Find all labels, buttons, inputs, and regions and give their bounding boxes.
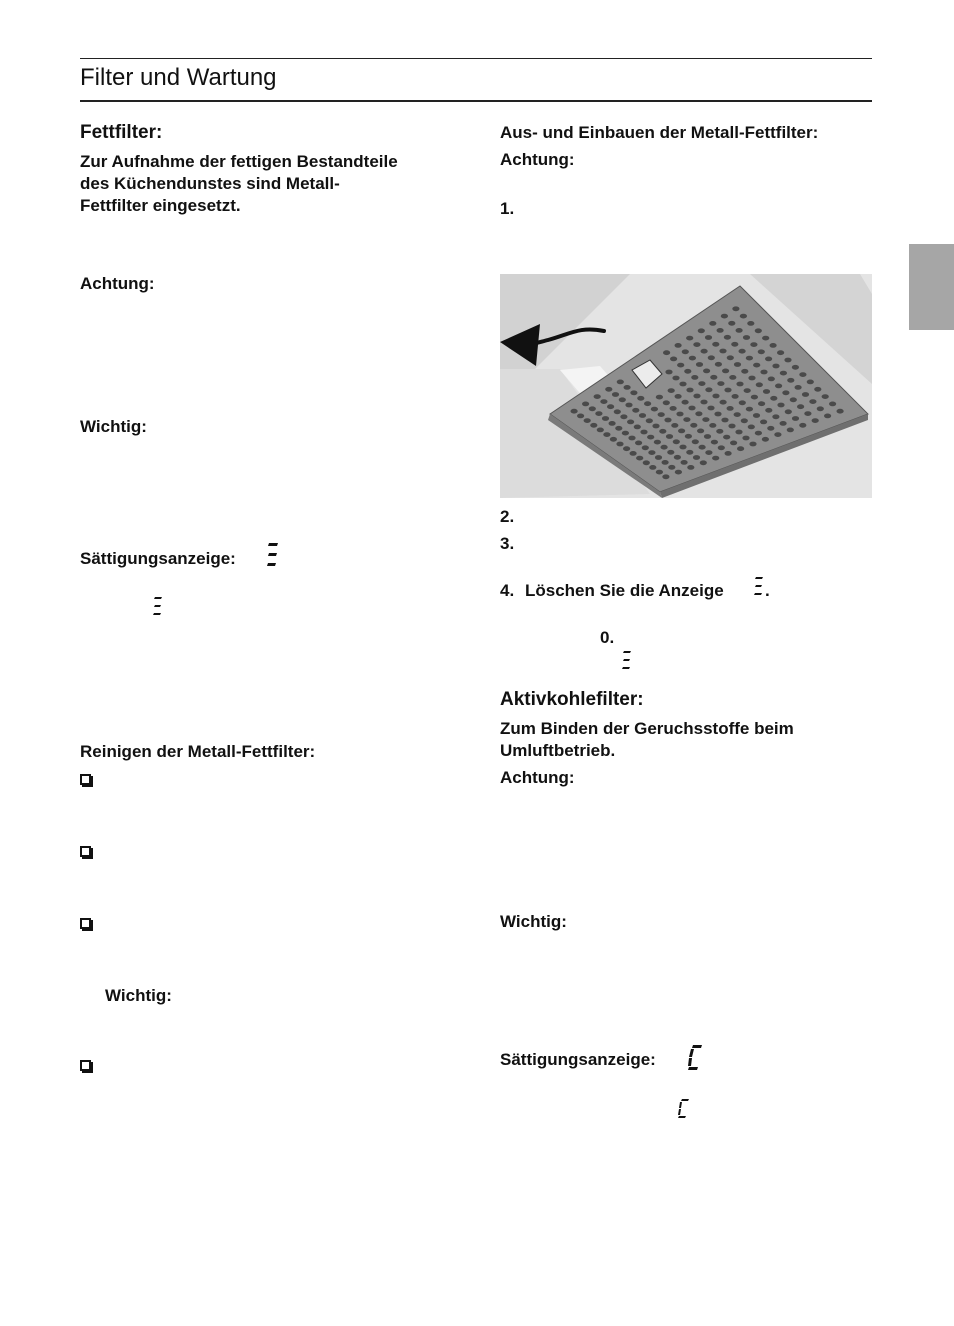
filter-hole bbox=[775, 384, 782, 389]
filter-hole bbox=[790, 397, 797, 402]
filter-hole bbox=[748, 376, 755, 381]
filter-hole bbox=[634, 425, 641, 430]
filter-hole bbox=[682, 349, 689, 354]
filter-hole bbox=[622, 431, 629, 436]
right-saettigung-label: Sättigungsanzeige: bbox=[500, 1050, 656, 1069]
filter-hole bbox=[739, 349, 746, 354]
filter-hole bbox=[730, 441, 737, 446]
filter-hole bbox=[742, 436, 749, 441]
filter-hole bbox=[662, 474, 669, 479]
filter-hole bbox=[709, 423, 716, 428]
filter-hole bbox=[612, 392, 619, 397]
filter-hole bbox=[655, 455, 662, 460]
filter-hole bbox=[765, 357, 772, 362]
filter-hole bbox=[670, 357, 677, 362]
filter-hole bbox=[605, 387, 612, 392]
filter-hole bbox=[739, 400, 746, 405]
filter-hole bbox=[710, 375, 717, 380]
fettfilter-heading: Fettfilter: bbox=[80, 122, 163, 143]
filter-hole bbox=[787, 428, 794, 433]
filter-hole bbox=[703, 369, 710, 374]
filter-hole bbox=[829, 402, 836, 407]
filter-hole bbox=[780, 371, 787, 376]
filter-hole bbox=[802, 392, 809, 397]
left-wichtig-indented: Wichtig: bbox=[105, 986, 172, 1005]
filter-hole bbox=[640, 430, 647, 435]
filter-hole bbox=[679, 382, 686, 387]
fettfilter-line-3: Fettfilter eingesetzt. bbox=[80, 196, 241, 215]
filter-hole bbox=[659, 429, 666, 434]
filter-hole bbox=[817, 406, 824, 411]
reinigen-heading: Reinigen der Metall-Fettfilter: bbox=[80, 742, 316, 761]
filter-hole bbox=[768, 377, 775, 382]
filter-hole bbox=[724, 335, 731, 340]
filter-hole bbox=[724, 388, 731, 393]
filter-hole bbox=[666, 434, 673, 439]
filter-hole bbox=[658, 412, 665, 417]
filter-hole bbox=[684, 369, 691, 374]
filter-hole bbox=[731, 342, 738, 347]
filter-hole bbox=[664, 418, 671, 423]
filter-hole bbox=[617, 380, 624, 385]
filter-hole bbox=[644, 401, 651, 406]
filter-hole bbox=[728, 424, 735, 429]
filter-hole bbox=[649, 465, 656, 470]
segment-display-c-icon bbox=[687, 1043, 703, 1071]
filter-hole bbox=[777, 350, 784, 355]
filter-hole bbox=[616, 442, 623, 447]
filter-hole bbox=[772, 414, 779, 419]
left-wichtig-label: Wichtig: bbox=[80, 417, 147, 436]
filter-hole bbox=[690, 423, 697, 428]
filter-hole bbox=[744, 388, 751, 393]
filter-hole bbox=[689, 356, 696, 361]
filter-hole bbox=[646, 418, 653, 423]
filter-hole bbox=[590, 423, 597, 428]
right-achtung-2-label: Achtung: bbox=[500, 768, 575, 787]
checkbox-square-icon-4 bbox=[80, 1060, 91, 1071]
aktivkohle-line-2: Umluftbetrieb. bbox=[500, 741, 616, 760]
filter-hole bbox=[765, 408, 772, 413]
filter-hole bbox=[721, 314, 728, 319]
filter-hole bbox=[609, 421, 616, 426]
filter-hole bbox=[751, 395, 758, 400]
ausbauen-heading: Aus- und Einbauen der Metall-Fettfilter: bbox=[500, 123, 819, 142]
filter-hole bbox=[615, 426, 622, 431]
step-4-text: Löschen Sie die Anzeige bbox=[525, 581, 724, 600]
segment-display-three-bars-icon bbox=[266, 541, 280, 569]
filter-hole bbox=[630, 390, 637, 395]
filter-hole bbox=[767, 426, 774, 431]
page-title: Filter und Wartung bbox=[80, 64, 277, 91]
filter-hole bbox=[632, 408, 639, 413]
filter-hole bbox=[741, 369, 748, 374]
segment-display-three-bars-icon-inline bbox=[753, 575, 765, 597]
filter-hole bbox=[602, 416, 609, 421]
filter-hole bbox=[814, 387, 821, 392]
filter-hole bbox=[628, 436, 635, 441]
aktivkohle-line-1: Zum Binden der Geruchsstoffe beim bbox=[500, 719, 794, 738]
filter-hole bbox=[782, 390, 789, 395]
step-2-number: 2. bbox=[500, 507, 515, 526]
filter-hole bbox=[662, 460, 669, 465]
filter-hole bbox=[760, 370, 767, 375]
filter-hole bbox=[716, 429, 723, 434]
filter-hole bbox=[696, 362, 703, 367]
step-4-period: . bbox=[765, 581, 770, 600]
filter-hole bbox=[837, 409, 844, 414]
filter-hole bbox=[699, 445, 706, 450]
checkbox-square-icon-2 bbox=[80, 846, 91, 857]
filter-hole bbox=[727, 406, 734, 411]
filter-hole bbox=[708, 355, 715, 360]
filter-hole bbox=[780, 421, 787, 426]
filter-hole bbox=[807, 380, 814, 385]
filter-hole bbox=[639, 413, 646, 418]
filter-hole bbox=[722, 369, 729, 374]
filter-hole bbox=[678, 429, 685, 434]
right-achtung-label: Achtung: bbox=[500, 150, 575, 169]
filter-hole bbox=[707, 406, 714, 411]
filter-hole bbox=[675, 394, 682, 399]
filter-hole bbox=[665, 370, 672, 375]
step-1-number: 1. bbox=[500, 199, 515, 218]
filter-hole bbox=[721, 418, 728, 423]
filter-hole bbox=[714, 412, 721, 417]
filter-hole bbox=[763, 389, 770, 394]
filter-hole bbox=[740, 314, 747, 319]
filter-hole bbox=[656, 395, 663, 400]
filter-hole bbox=[672, 376, 679, 381]
filter-hole bbox=[712, 342, 719, 347]
checkbox-square-icon-3 bbox=[80, 918, 91, 929]
filter-hole bbox=[693, 455, 700, 460]
filter-hole bbox=[792, 416, 799, 421]
filter-hole bbox=[623, 446, 630, 451]
filter-hole bbox=[677, 363, 684, 368]
filter-hole bbox=[670, 406, 677, 411]
filter-hole bbox=[727, 355, 734, 360]
filter-hole bbox=[654, 440, 661, 445]
filter-hole bbox=[728, 321, 735, 326]
filter-hole bbox=[642, 445, 649, 450]
filter-hole bbox=[762, 336, 769, 341]
title-underline bbox=[80, 100, 872, 102]
fettfilter-line-2: des Küchendunstes sind Metall- bbox=[80, 174, 340, 193]
filter-hole bbox=[712, 394, 719, 399]
filter-hole bbox=[698, 328, 705, 333]
filter-hole bbox=[681, 460, 688, 465]
right-wichtig-label: Wichtig: bbox=[500, 912, 567, 931]
filter-hole bbox=[675, 470, 682, 475]
filter-hole bbox=[736, 382, 743, 387]
segment-display-three-bars-icon-small bbox=[152, 596, 164, 618]
filter-hole bbox=[729, 375, 736, 380]
filter-hole bbox=[607, 404, 614, 409]
filter-hole bbox=[795, 385, 802, 390]
filter-hole bbox=[619, 397, 626, 402]
filter-hole bbox=[753, 363, 760, 368]
filter-removal-illustration bbox=[500, 274, 872, 498]
filter-hole bbox=[700, 400, 707, 405]
filter-hole bbox=[720, 400, 727, 405]
filter-hole bbox=[674, 455, 681, 460]
filter-hole bbox=[652, 424, 659, 429]
filter-hole bbox=[682, 400, 689, 405]
filter-hole bbox=[637, 396, 644, 401]
filter-hole bbox=[753, 413, 760, 418]
aktivkohle-heading: Aktivkohlefilter: bbox=[500, 689, 644, 710]
filter-hole bbox=[683, 417, 690, 422]
side-thumb-tab bbox=[909, 244, 954, 330]
filter-hole bbox=[600, 399, 607, 404]
aktivkohle-text bbox=[500, 718, 794, 762]
left-saettigung-label: Sättigungsanzeige: bbox=[80, 549, 236, 568]
filter-hole bbox=[770, 343, 777, 348]
filter-hole bbox=[582, 402, 589, 407]
filter-hole bbox=[595, 411, 602, 416]
filter-hole bbox=[571, 409, 578, 414]
filter-hole bbox=[692, 439, 699, 444]
filter-hole bbox=[697, 429, 704, 434]
filter-hole bbox=[762, 437, 769, 442]
filter-hole bbox=[698, 381, 705, 386]
filter-hole bbox=[700, 460, 707, 465]
filter-hole bbox=[635, 441, 642, 446]
filter-hole bbox=[676, 412, 683, 417]
filter-hole bbox=[636, 456, 643, 461]
filter-hole bbox=[784, 358, 791, 363]
filter-hole bbox=[732, 394, 739, 399]
filter-hole bbox=[736, 328, 743, 333]
filter-hole bbox=[663, 400, 670, 405]
filter-hole bbox=[797, 404, 804, 409]
filter-hole bbox=[603, 432, 610, 437]
filter-hole bbox=[671, 423, 678, 428]
filter-hole bbox=[717, 381, 724, 386]
filter-hole bbox=[627, 420, 634, 425]
filter-hole bbox=[756, 382, 763, 387]
filter-hole bbox=[668, 465, 675, 470]
filter-hole bbox=[675, 343, 682, 348]
filter-hole bbox=[746, 407, 753, 412]
filter-hole bbox=[711, 440, 718, 445]
filter-hole bbox=[734, 412, 741, 417]
filter-hole bbox=[809, 399, 816, 404]
filter-hole bbox=[693, 394, 700, 399]
filter-hole bbox=[758, 401, 765, 406]
filter-hole bbox=[693, 342, 700, 347]
filter-hole bbox=[673, 439, 680, 444]
filter-hole bbox=[748, 425, 755, 430]
filter-hole bbox=[577, 414, 584, 419]
filter-hole bbox=[656, 470, 663, 475]
filter-hole bbox=[685, 434, 692, 439]
filter-hole bbox=[610, 437, 617, 442]
filter-hole bbox=[725, 451, 732, 456]
filter-hole bbox=[624, 385, 631, 390]
filter-hole bbox=[663, 350, 670, 355]
filter-hole bbox=[747, 321, 754, 326]
filter-hole bbox=[701, 349, 708, 354]
filter-hole bbox=[799, 372, 806, 377]
fettfilter-text bbox=[80, 151, 398, 217]
filter-hole bbox=[824, 414, 831, 419]
filter-hole bbox=[709, 321, 716, 326]
top-rule bbox=[80, 58, 872, 59]
step-3-number: 3. bbox=[500, 534, 515, 553]
filter-hole bbox=[584, 418, 591, 423]
filter-hole bbox=[686, 450, 693, 455]
step-4-number: 4. bbox=[500, 581, 515, 600]
filter-hole bbox=[648, 450, 655, 455]
filter-hole bbox=[614, 409, 621, 414]
filter-hole bbox=[668, 388, 675, 393]
filter-hole bbox=[718, 445, 725, 450]
filter-hole bbox=[702, 417, 709, 422]
filter-hole bbox=[812, 418, 819, 423]
filter-hole bbox=[661, 445, 668, 450]
filter-hole bbox=[594, 394, 601, 399]
filter-hole bbox=[772, 364, 779, 369]
filter-hole bbox=[717, 328, 724, 333]
filter-hole bbox=[719, 349, 726, 354]
checkbox-square-icon-1 bbox=[80, 774, 91, 785]
filter-hole bbox=[741, 418, 748, 423]
filter-hole bbox=[749, 442, 756, 447]
left-achtung-label: Achtung: bbox=[80, 274, 155, 293]
filter-hole bbox=[723, 435, 730, 440]
filter-hole bbox=[651, 407, 658, 412]
filter-hole bbox=[750, 342, 757, 347]
filter-hole bbox=[735, 430, 742, 435]
filter-hole bbox=[746, 356, 753, 361]
filter-hole bbox=[686, 336, 693, 341]
filter-hole bbox=[667, 450, 674, 455]
filter-hole bbox=[743, 335, 750, 340]
filter-hole bbox=[630, 451, 637, 456]
filter-hole bbox=[822, 394, 829, 399]
filter-hole bbox=[688, 406, 695, 411]
filter-hole bbox=[804, 411, 811, 416]
filter-hole bbox=[777, 403, 784, 408]
filter-hole bbox=[787, 378, 794, 383]
filter-hole bbox=[715, 362, 722, 367]
segment-display-c-icon-small bbox=[677, 1098, 691, 1120]
filter-hole bbox=[792, 365, 799, 370]
filter-hole bbox=[705, 387, 712, 392]
filter-hole bbox=[679, 445, 686, 450]
filter-hole bbox=[785, 409, 792, 414]
filter-hole bbox=[687, 465, 694, 470]
filter-hole bbox=[597, 428, 604, 433]
filter-hole bbox=[704, 434, 711, 439]
filter-hole bbox=[705, 335, 712, 340]
filter-hole bbox=[774, 432, 781, 437]
filter-hole bbox=[758, 349, 765, 354]
filter-hole bbox=[737, 446, 744, 451]
filter-hole bbox=[732, 306, 739, 311]
segment-display-three-bars-icon-small-right bbox=[621, 650, 633, 672]
filter-hole bbox=[755, 431, 762, 436]
filter-hole bbox=[734, 362, 741, 367]
filter-hole bbox=[770, 396, 777, 401]
filter-hole bbox=[705, 450, 712, 455]
filter-hole bbox=[755, 328, 762, 333]
filter-hole bbox=[620, 414, 627, 419]
filter-hole bbox=[589, 406, 596, 411]
filter-hole bbox=[691, 375, 698, 380]
filter-hole bbox=[625, 403, 632, 408]
filter-hole bbox=[712, 456, 719, 461]
filter-hole bbox=[799, 423, 806, 428]
filter-hole bbox=[695, 411, 702, 416]
filter-hole bbox=[643, 460, 650, 465]
fettfilter-line-1: Zur Aufnahme der fettigen Bestandteile bbox=[80, 152, 398, 171]
filter-hole bbox=[686, 388, 693, 393]
zero-value: 0. bbox=[600, 628, 615, 647]
filter-hole bbox=[760, 420, 767, 425]
filter-hole bbox=[647, 435, 654, 440]
